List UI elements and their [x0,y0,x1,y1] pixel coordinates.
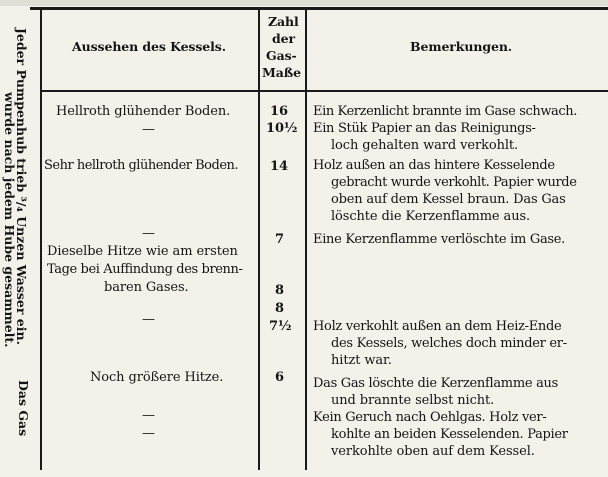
column-rule-2 [305,8,307,470]
header-bemerkungen: Bemerkungen. [410,39,513,54]
remark-5-line-2: des Kessels, welches doch minder er- [331,336,567,351]
gas-count-7-half: 7½ [269,319,292,334]
remark-3-line-3: oben auf dem Kessel braun. Das Gas [331,192,566,207]
side-note-line-1: Jeder Pumpenhub trieb ³/₄ Unzen Wasser ein. [14,28,29,345]
header-zahl-4: Maße [262,65,301,80]
side-note-bottom: Das Gas [16,380,31,437]
remark-3-line-1: Holz außen an das hintere Kesselende [313,158,555,173]
column-rule-1 [258,8,260,470]
aussehen-dash-1: — [142,122,155,137]
remark-7-line-2: kohlte an beiden Kesselenden. Papier [331,427,568,442]
remark-7-line-1: Kein Geruch nach Oehlgas. Holz ver- [313,410,547,425]
remark-5-line-1: Holz verkohlt außen an dem Heiz-Ende [313,319,562,334]
gas-count-7: 7 [275,232,284,247]
remark-7-line-3: verkohlte oben auf dem Kessel. [331,444,535,459]
aussehen-row-3-line-2: Tage bei Auffindung des brenn- [47,262,243,277]
remark-6-line-1: Das Gas löschte die Kerzenflamme aus [313,376,558,391]
gas-count-16: 16 [270,104,288,119]
left-border-rule [40,8,42,470]
remark-4: Eine Kerzenflamme verlöschte im Gase. [313,232,565,247]
remark-2-line-2: loch gehalten ward verkohlt. [331,138,519,153]
aussehen-row-2: Sehr hellroth glühender Boden. [44,158,239,173]
aussehen-row-3-line-3: baren Gases. [104,280,189,295]
remark-3-line-2: gebracht wurde verkohlt. Papier wurde [331,175,577,190]
aussehen-row-3-line-1: Dieselbe Hitze wie am ersten [47,244,238,259]
remark-1: Ein Kerzenlicht brannte im Gase schwach. [313,104,577,119]
remark-5-line-3: hitzt war. [331,353,392,368]
remark-6-line-2: und brannte selbst nicht. [331,393,495,408]
aussehen-dash-5: — [142,426,155,441]
header-bottom-rule [42,90,608,92]
aussehen-row-1: Hellroth glühender Boden. [56,104,231,119]
header-aussehen: Aussehen des Kessels. [72,39,226,54]
aussehen-dash-4: — [142,408,155,423]
header-zahl-2: der [272,31,295,46]
remark-2-line-1: Ein Stük Papier an das Reinigungs- [313,121,536,136]
header-zahl-3: Gas- [266,48,297,63]
aussehen-dash-2: — [142,226,155,241]
header-zahl-1: Zahl [268,14,299,29]
aussehen-dash-3: — [142,312,155,327]
gas-count-6: 6 [275,370,284,385]
remark-3-line-4: löschte die Kerzenflamme aus. [331,209,531,224]
gas-count-8b: 8 [275,301,284,316]
gas-count-8a: 8 [275,283,284,298]
bleed-through-band [0,0,608,6]
table-top-rule [30,7,608,10]
gas-count-14: 14 [270,159,288,174]
gas-count-10-half: 10½ [266,121,298,136]
side-note-line-2: wurde nach jedem Hube gesammelt. [2,92,17,348]
aussehen-row-4: Noch größere Hitze. [90,370,224,385]
